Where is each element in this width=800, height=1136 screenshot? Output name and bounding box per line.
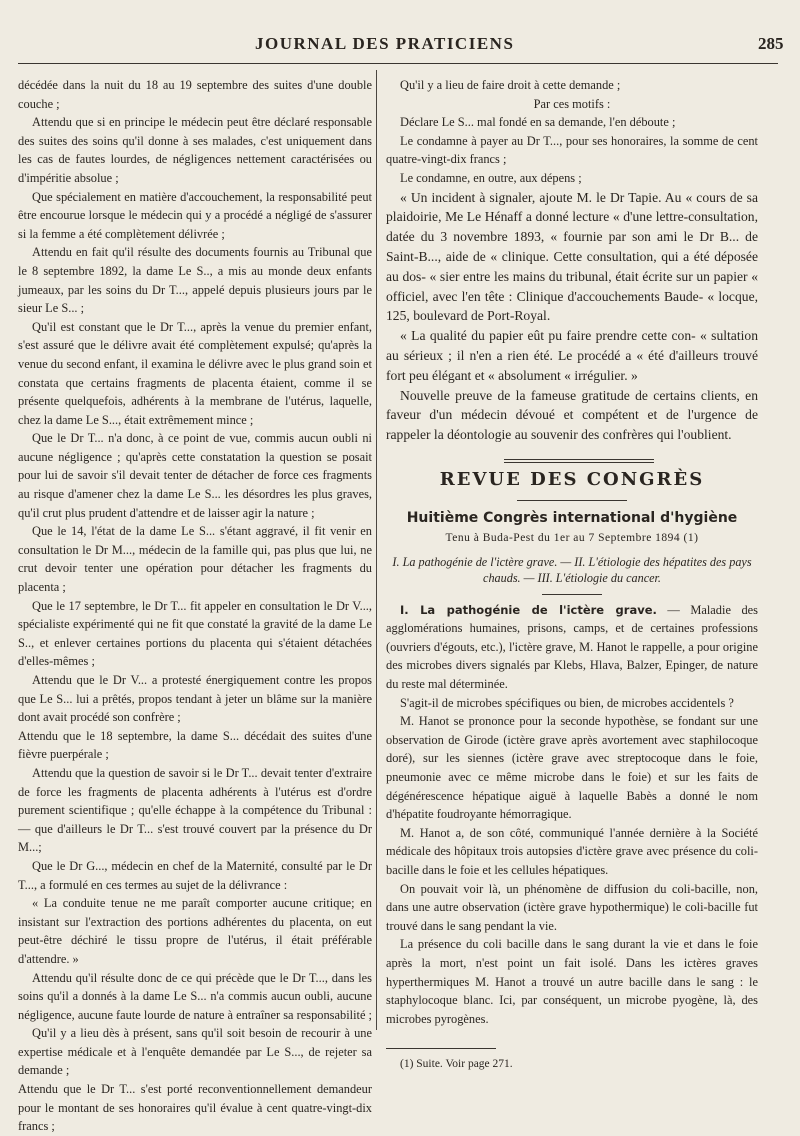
paragraph: Que le 17 septembre, le Dr T... fit appeler en consultation le Dr V..., spécialiste expérimenté qui ne fit que constaté la gravité de la dame Le S.., et enlever certaines portions du placenta qui s'étaient détachées d'elles-mêmes ; (18, 598, 372, 669)
paragraph: Attendu qu'il résulte donc de ce qui précède que le Dr T..., dans les soins qu'il a donnés à la dame Le S... n'a commis aucun oubli, aucune négligence, aucune faute lourde de nature à entraîner sa responsabilité ; (18, 970, 373, 1022)
quote-paragraph: Nouvelle preuve de la fameuse gratitude de certains clients, en faveur d'un médecin dévoué et compétent et de l'urgence de rappeler la déontologie au souvenir des confrères qui l'oublient. (386, 387, 758, 443)
title-rule (517, 500, 627, 501)
congress-title: Huitième Congrès international d'hygiène (406, 509, 738, 526)
congress-subtitle: Tenu à Buda-Pest du 1er au 7 Septembre 1894 (1) (445, 532, 699, 545)
left-column (18, 76, 372, 1136)
paragraph: Attendu que le 18 septembre, la dame S... décédait des suites d'une fièvre puerpérale ; (18, 728, 372, 762)
section-paragraph: S'agit-il de microbes spécifiques ou bien, de microbes accidentels ? (400, 695, 734, 710)
paragraph: Que le 14, l'état de la dame Le S... s'étant aggravé, il fit venir en consultation le Dr M..., médecin de la famille qui, pas plus que lui, ne crut devoir tenter une opération pour détacher les fragments du placenta ; (18, 524, 372, 595)
section-paragraph: On pouvait voir là, un phénomène de diffusion du coli-bacille, non, dans une autre observation (ictère grave hypothermique) le coli-bacille fut trouvé dans le sang pendant la vie. (386, 881, 758, 933)
paragraph: Qu'il y a lieu dès à présent, sans qu'il soit besoin de recourir à une expertise médicale et à l'enquête demandée par Le S..., de rejeter sa demande ; (18, 1026, 372, 1078)
commentary (386, 188, 758, 445)
paragraph: décédée dans la nuit du 18 au 19 septembre des suites d'une double couche ; (18, 78, 372, 111)
subsection-heading: I. La pathogénie de l'ictère grave. (400, 602, 657, 617)
paragraph: Attendu en fait qu'il résulte des documents fournis au Tribunal que le 8 septembre 1892, la dame Le S.., a mis au monde deux enfants jumeaux, par les soins du Dr T..., appelé depuis plusieurs jours par le sieur Le S... ; (18, 245, 372, 316)
quote-paragraph: « La qualité du papier eût pu faire prendre cette con- « sultation au sérieux ; il n'en a rien été. Le procédé a « été d'ailleurs trouvé fort peu élégant et « absolument « irrégulier. » (386, 328, 758, 383)
footnote-rule (386, 1048, 496, 1049)
quote-paragraph: « Un incident à signaler, ajoute M. le Dr Tapie. Au « cours de sa plaidoirie, Me Le Hénaff a donné lecture « d'une lettre-consultation, datée du 3 novembre 1893, « fournie par son ami le Dr B... de Saint-B..., aide de « clinique. Cette consultation, qui a été déposée au dos- « sier entre les mains du tribunal, était écrite sur un papier « officiel, avec l'en tête : Clinique d'accouchements Baude- « locque, 125, boulevard de Port-Royal. (386, 189, 758, 324)
column-divider (376, 70, 377, 1030)
header-rule (18, 63, 778, 64)
judgment-conclusion (386, 76, 758, 188)
paragraph: Le condamne à payer au Dr T..., pour ses honoraires, la somme de cent quatre-vingt-dix francs ; (386, 133, 758, 167)
page-number: 285 (758, 34, 784, 53)
section-paragraph: M. Hanot a, de son côté, communiqué l'année dernière à la Société médicale des hôpitaux trois autopsies d'ictère grave avec présence du coli-bacille dans le foie et les cellules hépatiques. (386, 825, 758, 878)
running-head (0, 34, 800, 56)
section-paragraph (386, 601, 758, 694)
paragraph: Le condamne, en outre, aux dépens ; (400, 170, 582, 185)
section-separator (504, 459, 654, 463)
section-paragraph: M. Hanot se prononce pour la seconde hypothèse, se fondant sur une observation de Girode (ictère grave après avortement avec staphilocoque doré), sur les siennes (ictère grave avec streptocoque dans le foie, pneumonie avec ce même microbe dans le foie) et sur les faits de dégénérescence hépatique aiguë à laquelle Babès a donné le nom d'hépatite foudroyante hémorragique. (386, 714, 758, 822)
paragraph: Qu'il est constant que le Dr T..., après la venue du premier enfant, s'est assuré que le délivre avait été complètement expulsé; qu'après la venue du second enfant, il examina le délivre avec le plus grand soin et constata que certains fragments de placenta étaient, comme il se présente quelquefois, adhérents à la membrane de l'utérus, laquelle, chez la dame Le S..., était extrêmement mince ; (18, 319, 372, 427)
paragraph: Déclare Le S... mal fondé en sa demande, l'en déboute ; (400, 115, 676, 130)
congress-topics: I. La pathogénie de l'ictère grave. — II. L'étiologie des hépatites des pays chauds. — III. L'étiologie du cancer. (392, 554, 752, 585)
paragraph: Attendu que le Dr V... a protesté énergiquement contre les propos que Le S... lui a prêtés, propos tendant à jeter un blâme sur la manière dont avait procédé son confrère ; (18, 673, 372, 725)
paragraph: Par ces motifs : (533, 96, 611, 111)
paragraph: Attendu que si en principe le médecin peut être déclaré responsable des suites des soins qu'il donne à ses malades, c'est uniquement dans les cas de fautes lourdes, de négligences nettement caractérisées ou d'impéritie absolue ; (18, 115, 372, 185)
section-paragraph-text: — Maladie des agglomérations humaines, prisons, camps, et de certaines professions (ouvriers d'égouts, etc.), l'ictère grave, M. Hanot le rappelle, a pour origine des microbes divers signalés par Klebs, Hlava, Balzer, Epinger, de nature du reste mal déterminée. (386, 602, 759, 692)
paragraph: « La conduite tenue ne me paraît comporter aucune critique; en insistant sur l'extraction des portions adhérentes du placenta, on eut peut-être déchiré le tissu propre de l'utérus, il était préférable d'attendre. » (18, 896, 372, 966)
journal-title: JOURNAL DES PRATICIENS (255, 34, 515, 53)
paragraph: Que le Dr T... n'a donc, à ce point de vue, commis aucun oubli ni aucune négligence ; qu'après cette constatation la question se posait pour lui de savoir s'il devait tenter de détacher de force ces fragments au risque d'amener chez la dame Le S... les désordres les plus graves, qu'il crut plus prudent d'attendre et de laisser agir la nature ; (18, 431, 372, 520)
paragraph: Attendu que le Dr T... s'est porté reconventionnellement demandeur pour le montant de ses honoraires qu'il évalue à cent quatre-vingt-dix francs ; (18, 1082, 372, 1134)
paragraph: Que spécialement en matière d'accouchement, la responsabilité peut être encourue lorsque le médecin qui y a procédé a négligé de s'assurer si la femme a été complètement délivrée ; (18, 189, 372, 241)
section-paragraph: La présence du coli bacille dans le sang durant la vie et dans le foie après la mort, n'est point un fait isolé. Dans les ictères graves hyperthermiques M. Hanot a trouvé un autre bacille dans le sang : le staphylocoque blanc. Ici, par conséquent, un microbe pyogène, là, des microbes pyrogènes. (386, 937, 758, 1026)
paragraph: Que le Dr G..., médecin en chef de la Maternité, consulté par le Dr T..., a formulé en ces termes au sujet de la délivrance : (18, 858, 372, 892)
section-body (386, 601, 758, 1029)
right-column (386, 76, 758, 1074)
topics-rule (542, 594, 602, 595)
paragraph: Qu'il y a lieu de faire droit à cette demande ; (400, 78, 621, 92)
paragraph: Attendu que la question de savoir si le Dr T... devait tenter d'extraire de force les fragments de placenta adhérents à l'utérus est d'ordre purement scientifique ; qu'elle échappe à la compétence du Tribunal : — que d'ailleurs le Dr T... s'est trouvé couvert par la présence du Dr M...; (18, 765, 372, 855)
footnote: (1) Suite. Voir page 271. (400, 1058, 513, 1071)
section-title: REVUE DES CONGRÈS (439, 468, 705, 490)
